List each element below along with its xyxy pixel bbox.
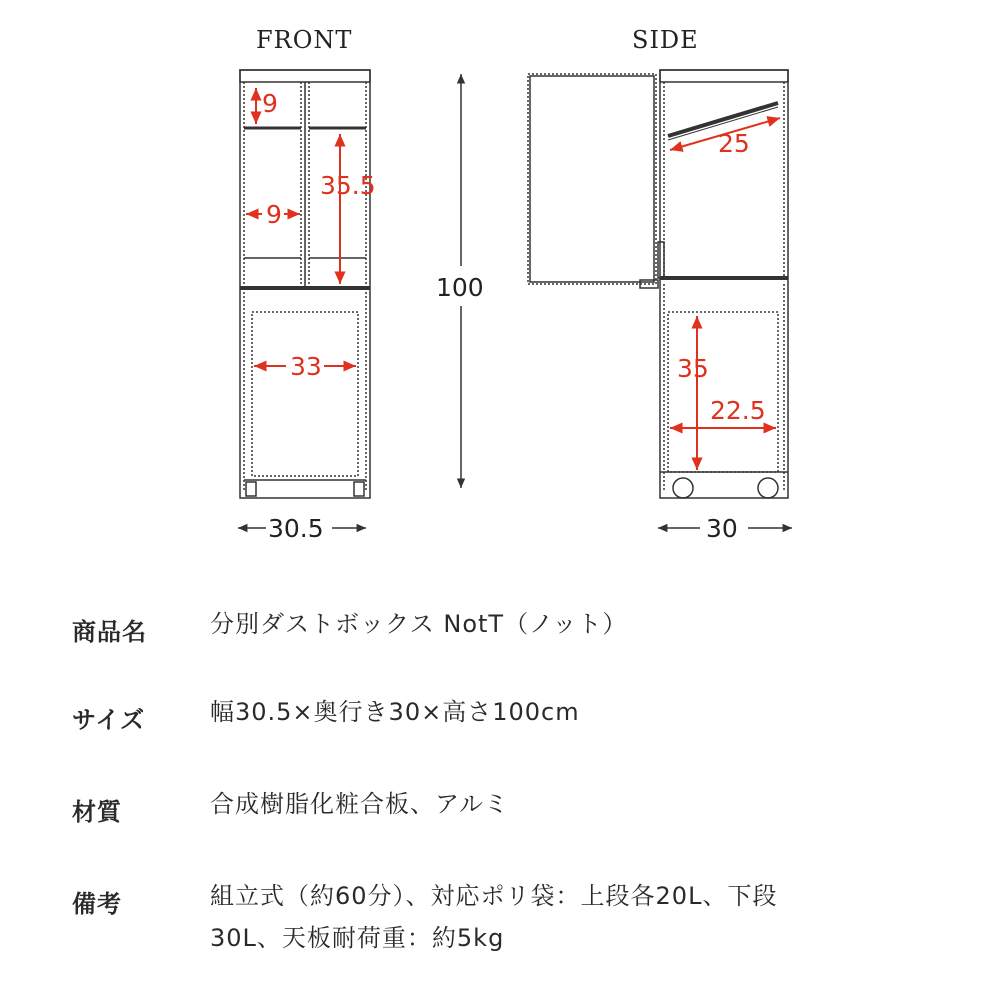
side-lid-label: 25: [718, 129, 750, 158]
front-cabinet: [240, 70, 370, 498]
front-wheel-right: [354, 482, 364, 496]
front-top-shelf-label: 9: [262, 89, 278, 118]
front-upper-height-label: 35.5: [320, 171, 376, 200]
spec-value-notes-line-2: 30L、天板耐荷重：約5kg: [210, 924, 505, 952]
side-lower-bin: [668, 312, 778, 472]
side-depth-label: 30: [706, 514, 738, 543]
spec-label-product-name: 商品名: [72, 618, 147, 646]
side-open-lid: [528, 74, 656, 284]
spec-value-size: 幅30.5×奥行き30×高さ100cm: [210, 698, 580, 726]
side-lower-height-label: 35: [677, 354, 709, 383]
side-wheel-left: [673, 478, 693, 498]
front-top-board: [240, 70, 370, 82]
spec-value-notes-line-1: 組立式（約60分）、対応ポリ袋：上段各20L、下段: [210, 882, 778, 910]
side-view-title: SIDE: [632, 26, 699, 54]
front-lower-bin: [252, 312, 358, 476]
side-top-board: [660, 70, 788, 82]
side-wheel-right: [758, 478, 778, 498]
front-view-title: FRONT: [256, 26, 353, 54]
front-lower-width-label: 33: [290, 352, 322, 381]
front-upper-width-label: 9: [266, 200, 282, 229]
front-width-label: 30.5: [268, 514, 324, 543]
spec-value-product-name: 分別ダストボックス NotT（ノット）: [210, 610, 628, 638]
spec-value-material: 合成樹脂化粧合板、アルミ: [210, 790, 510, 818]
side-lower-depth-label: 22.5: [710, 396, 766, 425]
spec-label-size: サイズ: [72, 706, 146, 734]
overall-height-label: 100: [436, 273, 484, 302]
spec-label-notes: 備考: [72, 890, 122, 918]
spec-label-material: 材質: [72, 798, 122, 826]
front-wheel-left: [246, 482, 256, 496]
